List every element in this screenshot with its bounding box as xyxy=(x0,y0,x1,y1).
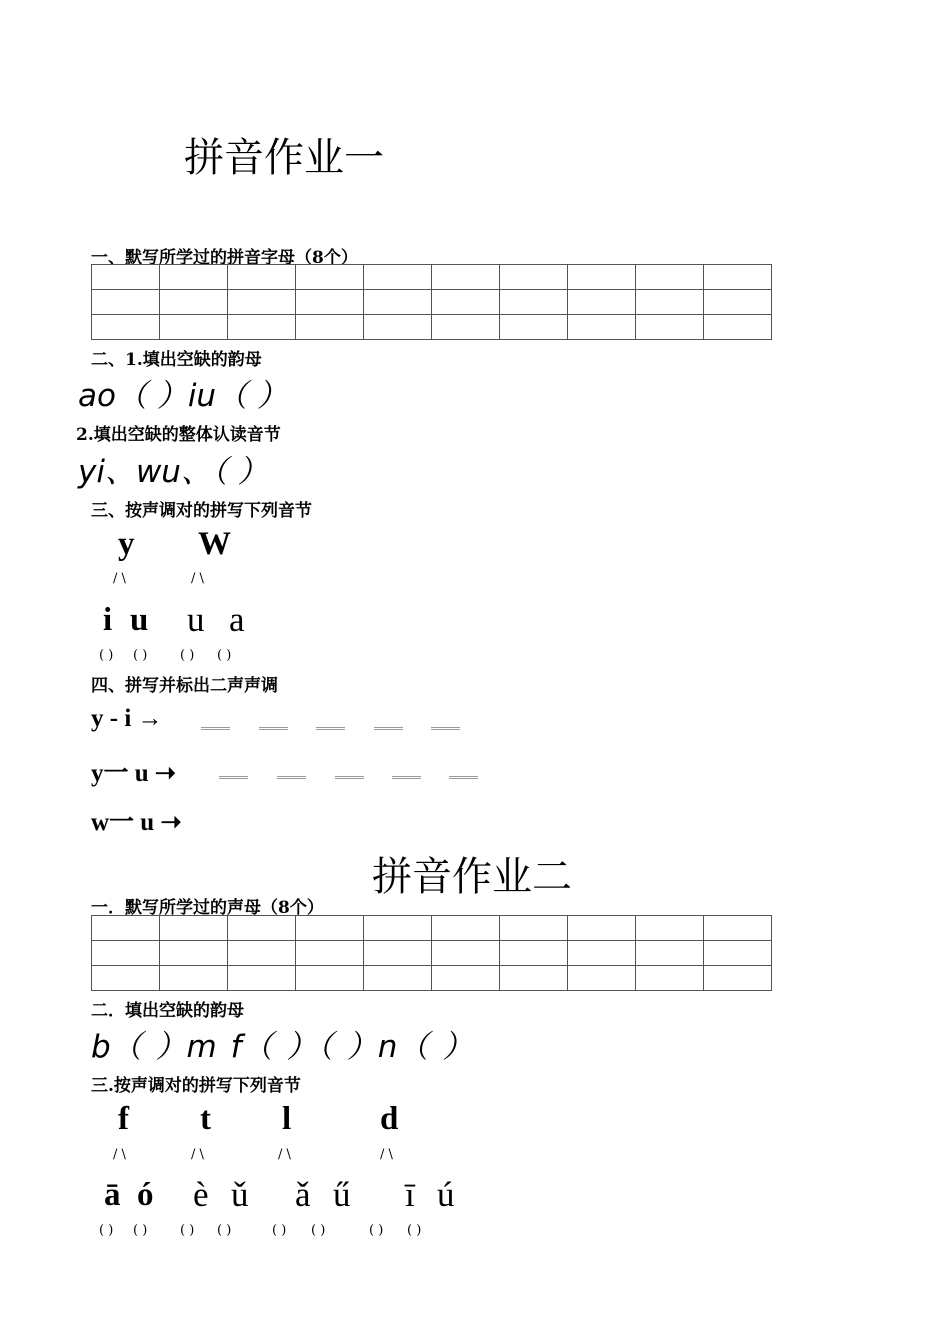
hw1-bottom-letter: i xyxy=(103,602,113,638)
hw1-spelling-row: y一 u ➝ xyxy=(91,760,176,787)
hw1-answer-paren[interactable]: ( ) xyxy=(99,648,114,663)
hw1-branch-mark: / \ xyxy=(191,571,204,586)
hw2-bottom-letter: ű xyxy=(333,1175,351,1214)
hw1-top-letter: y xyxy=(118,526,135,562)
hw2-answer-paren[interactable]: ( ) xyxy=(272,1223,287,1238)
hw1-answer-paren[interactable]: ( ) xyxy=(133,648,148,663)
hw2-branch-mark: / \ xyxy=(278,1147,291,1162)
hw1-finals-fill-line: ao（ ）iu（ ） xyxy=(78,378,288,414)
hw2-bottom-letter: ǔ xyxy=(231,1175,249,1214)
hw2-top-letter: f xyxy=(118,1101,129,1137)
hw2-answer-paren[interactable]: ( ) xyxy=(217,1223,232,1238)
hw1-bottom-letter: a xyxy=(229,600,245,639)
hw1-answer-blank[interactable] xyxy=(374,727,403,730)
hw2-bottom-letter: ǎ xyxy=(295,1175,311,1214)
hw1-branch-mark: / \ xyxy=(113,571,126,586)
hw1-top-letter: W xyxy=(198,526,231,562)
hw1-section2-heading: 二、1.填出空缺的韵母 xyxy=(91,350,262,370)
hw1-answer-blank[interactable] xyxy=(219,776,248,779)
hw2-answer-paren[interactable]: ( ) xyxy=(311,1223,326,1238)
hw2-answer-paren[interactable]: ( ) xyxy=(133,1223,148,1238)
hw2-branch-mark: / \ xyxy=(191,1147,204,1162)
hw1-writing-grid[interactable] xyxy=(91,264,772,340)
hw1-answer-paren[interactable]: ( ) xyxy=(180,648,195,663)
hw2-bottom-letter: è xyxy=(193,1175,209,1214)
hw2-writing-grid[interactable] xyxy=(91,915,772,991)
hw2-bottom-letter: ī xyxy=(405,1175,415,1214)
hw2-bottom-letter: ó xyxy=(137,1177,154,1213)
hw2-title: 拼音作业二 xyxy=(372,854,572,900)
hw1-answer-blank[interactable] xyxy=(431,727,460,730)
hw2-bottom-letter: ú xyxy=(437,1175,455,1214)
hw2-answer-paren[interactable]: ( ) xyxy=(369,1223,384,1238)
hw1-spelling-row: y - i → xyxy=(91,705,163,732)
hw2-section2-heading: 二．填出空缺的韵母 xyxy=(91,1001,244,1021)
hw2-branch-mark: / \ xyxy=(380,1147,393,1162)
hw1-bottom-letter: u xyxy=(187,600,205,639)
hw1-answer-blank[interactable] xyxy=(201,727,230,730)
hw2-bottom-letter: ā xyxy=(104,1177,121,1213)
hw1-answer-blank[interactable] xyxy=(277,776,306,779)
hw1-answer-blank[interactable] xyxy=(316,727,345,730)
hw2-answer-paren[interactable]: ( ) xyxy=(99,1223,114,1238)
hw2-branch-mark: / \ xyxy=(113,1147,126,1162)
hw1-answer-paren[interactable]: ( ) xyxy=(217,648,232,663)
hw2-top-letter: l xyxy=(282,1101,292,1137)
hw2-answer-paren[interactable]: ( ) xyxy=(407,1223,422,1238)
hw1-section3-heading: 三、按声调对的拼写下列音节 xyxy=(91,501,312,521)
hw1-section4-heading: 四、拼写并标出二声声调 xyxy=(91,676,278,696)
hw1-answer-blank[interactable] xyxy=(335,776,364,779)
hw1-answer-blank[interactable] xyxy=(259,727,288,730)
hw2-answer-paren[interactable]: ( ) xyxy=(180,1223,195,1238)
hw1-syllables-fill-line: yi、wu、（ ） xyxy=(78,454,269,490)
hw2-top-letter: t xyxy=(200,1101,211,1137)
hw1-bottom-letter: u xyxy=(130,602,149,638)
hw2-finals-fill-line: b（ ）m f（ ）（ ）n（ ） xyxy=(91,1029,474,1065)
hw2-top-letter: d xyxy=(380,1101,399,1137)
hw2-section1-heading: 一．默写所学过的声母（8个） xyxy=(91,898,324,918)
hw1-section1-heading: 一、默写所学过的拼音字母（8个） xyxy=(91,248,358,268)
hw1-spelling-row: w一 u ➝ xyxy=(91,809,182,836)
hw1-answer-blank[interactable] xyxy=(449,776,478,779)
hw1-section2b-heading: 2.填出空缺的整体认读音节 xyxy=(76,425,281,445)
hw2-section3-heading: 三.按声调对的拼写下列音节 xyxy=(91,1076,301,1096)
hw1-title: 拼音作业一 xyxy=(184,135,384,181)
hw1-answer-blank[interactable] xyxy=(392,776,421,779)
